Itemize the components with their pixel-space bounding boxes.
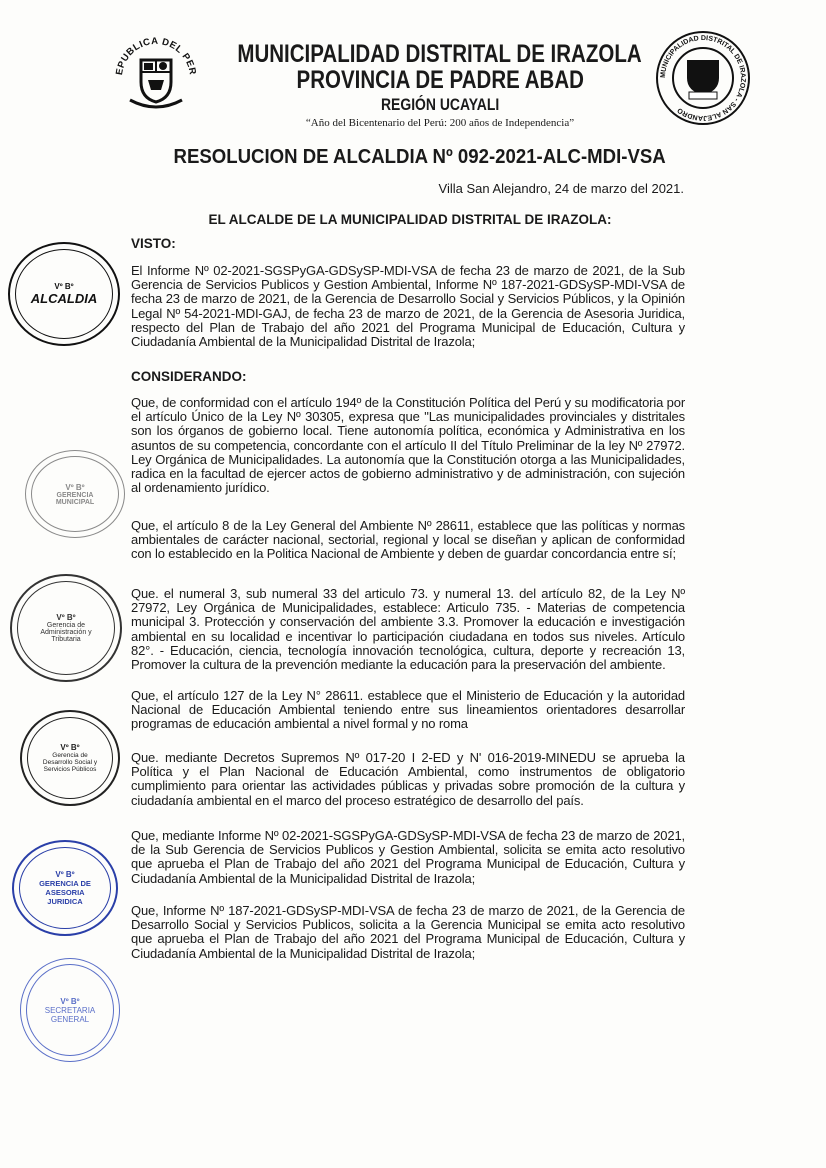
right-seal-text: MUNICIPALIDAD DISTRITAL DE IRAZOLA - SAN ALEJANDRO xyxy=(659,34,747,122)
stamp-vb: Vº Bº xyxy=(60,996,80,1006)
approval-stamp-gerencia-municipal xyxy=(25,450,125,538)
considerando-paragraph: Que, mediante Informe Nº 02-2021-SGSPyGA-GDSySP-MDI-VSA de fecha 23 de marzo de 2021, de la Sub Gerencia de Servicios Publicos y Gestion Ambiental, solicita se emita acto resolutivo que aprueba el Plan de Trabajo del año 2021 del Programa Municipal de Educación, Cultura y Ciudadanía Ambiental de la Municipalidad Distrital de Irazola; xyxy=(131,828,685,886)
province-name: PROVINCIA DE PADRE ABAD xyxy=(296,66,584,94)
region-name: REGIÓN UCAYALI xyxy=(380,95,500,114)
authority-heading: EL ALCALDE DE LA MUNICIPALIDAD DISTRITAL DE IRAZOLA: xyxy=(208,212,612,227)
stamp-office: Gerencia de Administración y Tributaria xyxy=(40,622,92,643)
stamp-vb: Vº Bº xyxy=(65,482,85,492)
approval-stamp-asesoria-juridica xyxy=(12,840,118,936)
year-motto: “Año del Bicentenario del Perú: 200 años de Independencia” xyxy=(305,117,575,129)
stamp-office: SECRETARIA GENERAL xyxy=(44,1005,96,1024)
stamp-office: GERENCIA DE ASESORIA JURIDICA xyxy=(39,879,91,906)
date-line: Villa San Alejandro, 24 de marzo del 2021. xyxy=(438,181,684,196)
considerando-paragraph: Que, Informe Nº 187-2021-GDSySP-MDI-VSA de fecha 23 de marzo de 2021, de la Gerencia de Desarrollo Social y Servicios Publicos, solicita a la Gerencia Municipal se emita acto resolutivo que aprueba el Plan de Trabajo del año 2021 del Programa Municipal de Educación, Cultura y Ciudadanía Ambiental de la Municipalidad Distrital de Irazola; xyxy=(131,903,685,961)
resolution-title: RESOLUCION DE ALCALDIA Nº 092-2021-ALC-MDI-VSA xyxy=(173,146,667,168)
considerando-paragraph: Que, el artículo 127 de la Ley N° 28611. establece que el Ministerio de Educación y la autoridad Nacional de Educación Ambiental teniendo entre sus lineamientos orientadores desarrollar programas de educación ambiental a nivel formal y no roma xyxy=(131,688,685,732)
stamp-vb: Vº Bº xyxy=(56,613,76,622)
considerando-heading: CONSIDERANDO: xyxy=(131,369,247,384)
visto-paragraph: El Informe Nº 02-2021-SGSPyGA-GDSySP-MDI-VSA de fecha 23 de marzo de 2021, de la Sub Gerencia de Servicios Publicos y Gestion Ambiental, Informe Nº 187-2021-GDSySP-MDI-VSA de fecha 23 de marzo de 2021, de la Gerencia de Desarrollo Social y Servicios Públicos, y la Opinión Legal Nº 54-2021-MDI-GAJ, de fecha 23 de marzo de 2021, de la Gerencia de Asesoria Juridica, respecto del Plan de Trabajo del año 2021 del Programa Municipal de Educación, Cultura y Ciudadanía Ambiental de la Municipalidad Distrital de Irazola; xyxy=(131,263,685,350)
considerando-paragraph: Que. el numeral 3, sub numeral 33 del articulo 73. y numeral 13. del artículo 82, de la Ley Nº 27972, Ley Orgánica de Municipalidades, establece: Articulo 735. - Materias de competencia municipal 3. Protección y conservación del ambiente 3.3. Promover la educación e investigación ambiental en su localidad e incentivar lo participación ciudadana en todos sus niveles. Artículo 82°. - Educación, ciencia, tecnología innovación tecnológica, cultura, deporte y recreación 13, Promover la cultura de la prevención mediante la educación para la preservación del ambiente. xyxy=(131,586,685,673)
left-seal-text: EPUBLICA DEL PER xyxy=(114,35,198,76)
stamp-office: ALCALDIA xyxy=(30,291,98,306)
stamp-office: Gerencia de Desarrollo Social y Servicios Públicos xyxy=(42,752,98,773)
approval-stamp-desarrollo-social xyxy=(20,710,120,806)
stamp-vb: Vº Bº xyxy=(55,870,75,879)
stamp-vb: Vº Bº xyxy=(60,743,80,752)
municipality-name: MUNICIPALIDAD DISTRITAL DE IRAZOLA xyxy=(237,40,643,68)
visto-heading: VISTO: xyxy=(131,236,176,251)
considerando-paragraph: Que, el artículo 8 de la Ley General del Ambiente Nº 28611, establece que las políticas y normas ambientales de carácter nacional, sectorial, regional y local se diseñan y aplican de conformidad con lo establecido en la Politica Nacional de Ambiente y deben de guardar concordancia entre sí; xyxy=(131,518,685,562)
stamp-office: GERENCIA MUNICIPAL xyxy=(55,491,95,506)
considerando-paragraph: Que, de conformidad con el artículo 194º de la Constitución Política del Perú y su modificatoria por el artículo Único de la Ley Nº 30305, expresa que "Las municipalidades provinciales y distritales son los órganos de gobierno local. Tiene autonomía política, económica y Administrativa en los asuntos de su competencia, concordante con el artículo II del Título Preliminar de la ley Nº 27972. Ley Orgánica de Municipalidades. La autonomía que la Constitución otorga a las Municipalidades, radica en la facultad de ejercer actos de gobierno administrativo y de administración, con sujeción al ordenamiento jurídico. xyxy=(131,395,685,496)
approval-stamp-alcaldia xyxy=(8,242,120,346)
approval-stamp-secretaria-general xyxy=(20,958,120,1062)
considerando-paragraph: Que. mediante Decretos Supremos Nº 017-20 I 2-ED y N' 016-2019-MINEDU se aprueba la Política y el Plan Nacional de Educación Ambiental, como instrumentos de obligatorio cumplimiento para orientar las actividades públicas y privadas sobre promoción de la cultura y ciudadanía ambiental en el marco del proceso estratégico de desarrollo del país. xyxy=(131,750,685,808)
stamp-vb: Vº Bº xyxy=(54,282,74,291)
approval-stamp-administracion xyxy=(10,574,122,682)
